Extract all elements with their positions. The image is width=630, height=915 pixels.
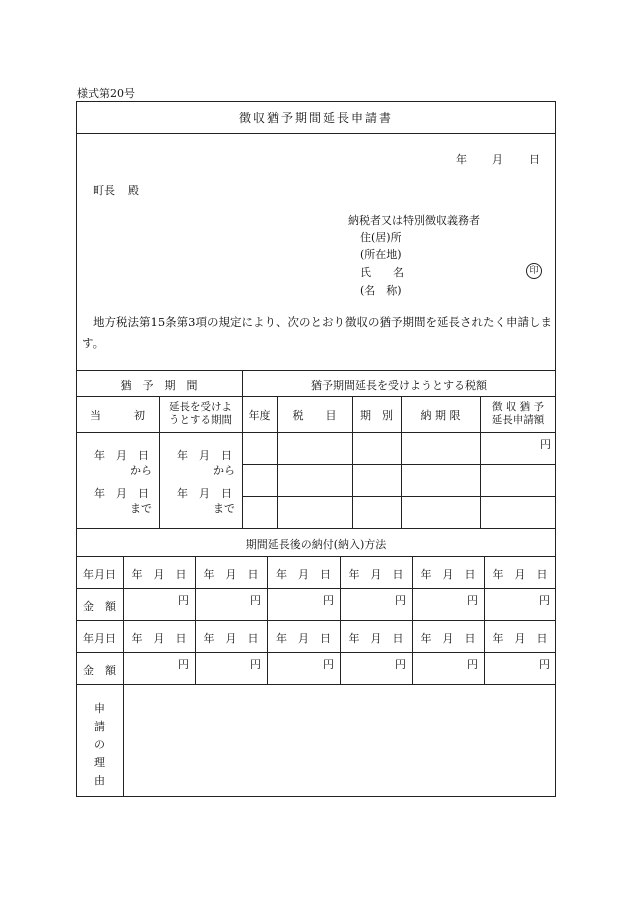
payment-method-heading: 期間延長後の納付(納入)方法 [245,538,387,551]
payment-yen-unit: 円 [250,658,261,671]
addressee-mayor: 町長 [93,184,115,197]
payment-yen-unit: 円 [178,594,189,607]
date-month: 月 [492,153,503,166]
reason-label-char: 理 [94,756,105,769]
grace-table-subheader-line [76,432,556,433]
applicant-name-label: 氏 名 [360,266,404,279]
extension-from-label: から [213,464,235,477]
payment-date-label-2: 年月日 [83,632,116,645]
applicant-name-alt-label: (名 称) [360,284,402,297]
payment-amount-label-2: 金 額 [83,664,116,677]
addressee-honorific: 殿 [128,184,139,197]
extension-end-date: 年 月 日 [177,487,232,500]
payment-yen-unit: 円 [395,658,406,671]
col-extension-line1: 延長を受けよ [169,401,232,413]
initial-start-date: 年 月 日 [94,449,149,462]
title-divider [76,133,556,134]
statement-text: 地方税法第15条第3項の規定により、次のとおり徴収の猶予期間を延長されたく申請します。 [82,315,552,350]
payment-yen-unit: 円 [323,594,334,607]
initial-until-label: まで [130,502,152,515]
reason-label-char: 由 [94,774,105,787]
reason-label-char: 請 [94,720,105,733]
amount-yen-unit: 円 [540,438,551,451]
payment-date-cell: 年 月 日 [348,632,404,645]
payment-yen-unit: 円 [250,594,261,607]
applicant-address-alt-label: (所在地) [360,248,402,261]
payment-yen-unit: 円 [178,658,189,671]
col-amount-line1: 徴 収 猶 予 [491,401,544,413]
header-tax-amount: 猶予期間延長を受けようとする税額 [311,379,487,392]
payment-date-cell: 年 月 日 [203,632,259,645]
grace-col-2 [242,370,243,528]
payment-date-cell: 年 月 日 [348,568,404,581]
reason-label-char: の [94,738,105,751]
payment-date-cell: 年 月 日 [131,568,187,581]
date-year: 年 [456,153,467,166]
payment-date-cell: 年 月 日 [420,568,476,581]
payment-date-label-1: 年月日 [83,568,116,581]
payment-date-cell: 年 月 日 [276,632,331,645]
seal-mark [526,263,542,279]
grace-table-row-line-2 [242,496,556,497]
grace-table-top [76,370,556,371]
reason-label-char: 申 [94,702,105,715]
payment-yen-unit: 円 [539,658,550,671]
payment-date-cell: 年 月 日 [420,632,476,645]
extension-until-label: まで [213,502,235,515]
extension-start-date: 年 月 日 [177,449,232,462]
payment-date-cell: 年 月 日 [131,632,187,645]
applicant-address-label: 住(居)所 [360,231,402,244]
col-deadline: 納 期 限 [420,409,461,422]
payment-date-cell: 年 月 日 [492,568,548,581]
applicant-heading: 納税者又は特別徴収義務者 [348,214,480,227]
col-initial: 当 初 [90,409,145,422]
payment-yen-unit: 円 [323,658,334,671]
col-fiscal-year: 年度 [248,409,271,422]
grace-table-row-line-1 [242,464,556,465]
grace-table-bottom [76,528,556,529]
date-day: 日 [529,153,540,166]
col-tax-item: 税 目 [292,409,337,422]
col-period: 期 別 [360,409,393,422]
payment-date-cell: 年 月 日 [276,568,331,581]
initial-from-label: から [130,464,152,477]
payment-line-5 [76,684,556,685]
seal-icon: 印 [526,263,542,279]
payment-yen-unit: 円 [467,594,478,607]
payment-yen-unit: 円 [395,594,406,607]
payment-yen-unit: 円 [467,658,478,671]
form-title: 徴収猶予期間延長申請書 [238,111,393,125]
grace-table-header-line [76,396,556,397]
header-grace-period: 猶 予 期 間 [120,379,198,392]
payment-date-cell: 年 月 日 [203,568,259,581]
col-extension-line2: うとする期間 [169,414,232,426]
initial-end-date: 年 月 日 [94,487,149,500]
payment-amount-label-1: 金 額 [83,600,116,613]
payment-yen-unit: 円 [539,594,550,607]
form-number: 様式第20号 [77,87,135,100]
col-amount-line2: 延長申請額 [491,414,545,426]
payment-date-cell: 年 月 日 [492,632,548,645]
